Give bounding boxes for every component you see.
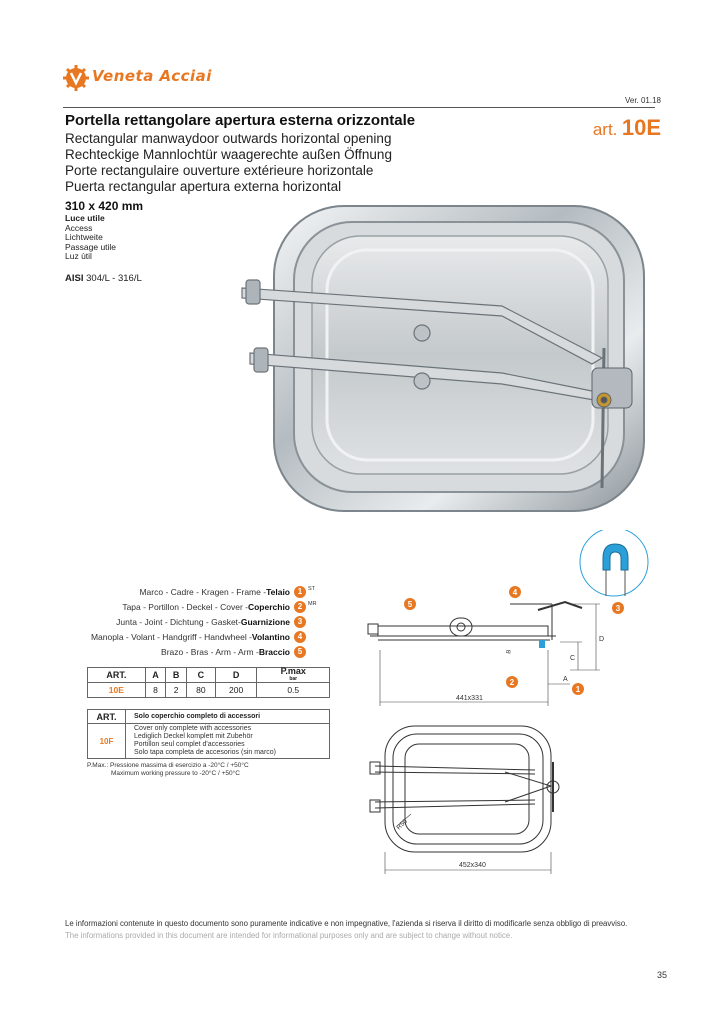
article-number: 10E — [621, 115, 661, 140]
access-es: Luz ùtil — [65, 251, 92, 261]
header-rule — [63, 107, 655, 108]
version-label: Ver. 01.18 — [624, 96, 661, 105]
table-header: A — [145, 668, 166, 683]
pressure-note-it: P.Max.: Pressione massima di esercizio a -20°C / +50°C — [87, 762, 249, 769]
legend-item — [60, 644, 322, 659]
table-header: ART. — [88, 668, 146, 683]
size-label: 310 x 420 mm — [65, 199, 144, 213]
table-header: D — [215, 668, 257, 683]
dimension-label: 452x340 — [459, 862, 486, 869]
pressure-note — [87, 762, 249, 778]
pressure-note-en: Maximum working pressure to -20°C / +50°C — [111, 770, 240, 777]
legend-number-badge: 4 — [294, 631, 306, 643]
description-line: Cover only complete with accessories — [134, 725, 252, 732]
legend-item-text: Junta - Joint - Dichtung - Gasket- — [116, 616, 241, 627]
access-de: Lichtweite — [65, 232, 103, 242]
legend-item — [60, 599, 322, 614]
legend-number-badge: 2 — [294, 601, 306, 613]
table-row — [88, 683, 330, 698]
pmax-label: P.max — [280, 666, 306, 676]
callout-number: 3 — [615, 604, 621, 613]
table-header-pmax — [257, 668, 330, 683]
legend-suffix: ST — [308, 586, 316, 592]
callout-number: 1 — [575, 685, 581, 694]
component-legend — [60, 584, 322, 659]
table-cell: 80 — [186, 683, 215, 698]
page-number: 35 — [656, 970, 667, 980]
accessory-table — [87, 709, 330, 759]
table-cell: 0.5 — [257, 683, 330, 698]
table-header: ART. — [88, 710, 126, 724]
subtitle-fr: Porte rectangulaire ouverture extérieure horizontale — [65, 163, 374, 178]
access-en: Access — [65, 222, 93, 233]
table-cell: 2 — [166, 683, 187, 698]
callout-number: 2 — [509, 678, 515, 687]
table-cell: 8 — [145, 683, 166, 698]
disclaimer-it: Le informazioni contenute in questo documento sono puramente indicative e non impegnative, l'azienda si riserva il diritto di modificarle senza obbligo di preavviso. — [65, 919, 628, 928]
top-view-drawing — [365, 718, 575, 878]
dimension-label: 441x331 — [456, 695, 483, 702]
dimensions-table — [87, 667, 330, 698]
legend-item-text: Manopla - Volant - Handgriff - Handwheel - — [90, 631, 252, 642]
table-header-row — [88, 710, 330, 724]
access-labels — [65, 214, 116, 262]
brand-name: Veneta Acciai — [92, 67, 212, 85]
subtitle-en: Rectangular manwaydoor outwards horizontal opening — [65, 131, 392, 146]
table-cell: 200 — [215, 683, 257, 698]
legend-item — [60, 629, 322, 644]
legend-item — [60, 584, 322, 599]
table-row — [88, 724, 330, 759]
table-header-row — [88, 668, 330, 683]
legend-item-text: Tapa - Portillon - Deckel - Cover - — [122, 601, 248, 612]
dimension-letter: D — [599, 636, 605, 643]
legend-item-name: Telaio — [266, 586, 290, 597]
section-drawing — [360, 530, 660, 720]
legend-item — [60, 614, 322, 629]
dimension-letter: C — [570, 655, 576, 662]
access-fr: Passage utile — [65, 241, 117, 252]
dimension-letter: B — [506, 649, 513, 655]
article-code — [593, 115, 661, 141]
pmax-unit: bar — [289, 676, 298, 682]
legend-item-name: Braccio — [258, 646, 290, 657]
table-header: C — [186, 668, 215, 683]
aisi-label: AISI — [65, 273, 84, 284]
callout-number: 5 — [407, 600, 413, 609]
legend-number-badge: 5 — [294, 646, 306, 658]
legend-item-name: Coperchio — [247, 601, 290, 612]
page-title: Portella rettangolare apertura esterna orizzontale — [65, 112, 416, 129]
table-cell-code: 10F — [88, 724, 126, 759]
dimension-letter: A — [563, 676, 568, 683]
description-line: Lediglich Deckel komplett mit Zubehör — [134, 733, 253, 740]
access-it: Luce utile — [65, 213, 105, 223]
description-line: Portillon seul complet d'accessories — [134, 741, 245, 748]
callout-number: 4 — [512, 588, 518, 597]
article-prefix: art. — [592, 120, 618, 139]
legend-item-name: Guarnizione — [240, 616, 290, 627]
legend-suffix: MR — [308, 601, 317, 607]
aisi-value: 304/L - 316/L — [86, 273, 142, 284]
legend-item-name: Volantino — [251, 631, 290, 642]
gear-icon — [63, 65, 89, 91]
accessory-description — [126, 724, 330, 759]
material-label — [65, 273, 142, 284]
subtitle-de: Rechteckige Mannlochtür waagerechte außen Öffnung — [65, 147, 392, 162]
accessory-title: Solo coperchio completo di accessori — [126, 710, 330, 724]
subtitle-es: Puerta rectangular apertura externa horizontal — [65, 179, 342, 194]
radius-label: R50 — [395, 818, 409, 832]
disclaimer-en: The informations provided in this document are intended for informational purposes only and are subject to change without notice. — [65, 931, 513, 940]
legend-item-text: Marco - Cadre - Kragen - Frame - — [139, 586, 267, 597]
legend-number-badge: 1 — [294, 586, 306, 598]
legend-item-text: Brazo - Bras - Arm - Arm - — [161, 646, 259, 657]
description-line: Solo tapa completa de accesorios (sin marco) — [134, 749, 277, 756]
table-cell-code: 10E — [88, 683, 146, 698]
legend-number-badge: 3 — [294, 616, 306, 628]
table-header: B — [166, 668, 187, 683]
product-photo — [232, 188, 652, 528]
